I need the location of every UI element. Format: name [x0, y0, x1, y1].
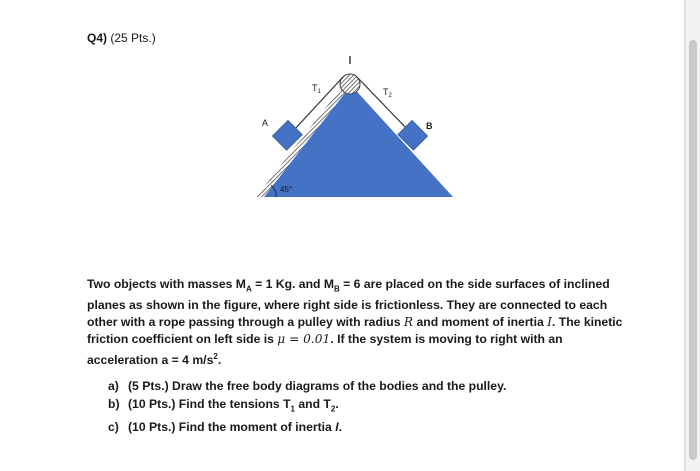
part-label: b) — [108, 397, 120, 411]
part-text: (5 Pts.) Draw the free body diagrams of the bodies and the pulley. — [128, 379, 507, 393]
part-a — [108, 377, 506, 395]
part-text: (10 Pts.) Find the tensions $T_1$ and $T_2$. — [128, 397, 339, 414]
part-text: (10 Pts.) Find the moment of inertia I. — [128, 420, 342, 435]
part-b — [108, 395, 506, 418]
part-c — [108, 418, 506, 436]
scrollbar-thumb[interactable] — [689, 40, 697, 460]
problem-line-3: other with a rope passing through a pulley with radius R and moment of inertia I. The kinetic — [87, 315, 623, 330]
label-t1: $T_1$ — [312, 83, 321, 95]
question-parts — [108, 377, 506, 436]
part-label: a) — [108, 379, 119, 393]
inclined-planes-figure — [240, 44, 460, 204]
problem-line-1: Two objects with masses $M_A = 1$ Kg. and $M_B = 6$ are placed on the side surfaces of inclined — [87, 277, 610, 294]
problem-line-4: friction coefficient on left side is μ = 0.01. If the system is moving to right with an — [87, 332, 563, 347]
problem-statement — [87, 276, 627, 370]
part-label: c) — [108, 420, 119, 435]
label-t2: $T_2$ — [383, 87, 392, 99]
vertical-scrollbar[interactable] — [686, 0, 700, 471]
problem-line-5: acceleration a = 4 $m/s^2$. — [87, 352, 222, 368]
question-points: (25 Pts.) — [110, 31, 156, 45]
question-heading — [87, 31, 156, 45]
label-a: A — [262, 118, 269, 128]
problem-line-2: planes as shown in the figure, where right side is frictionless. They are connected to each — [87, 298, 608, 313]
label-b: B — [426, 121, 433, 131]
angle-label: 45° — [280, 185, 293, 194]
question-number: Q4) — [87, 31, 108, 45]
